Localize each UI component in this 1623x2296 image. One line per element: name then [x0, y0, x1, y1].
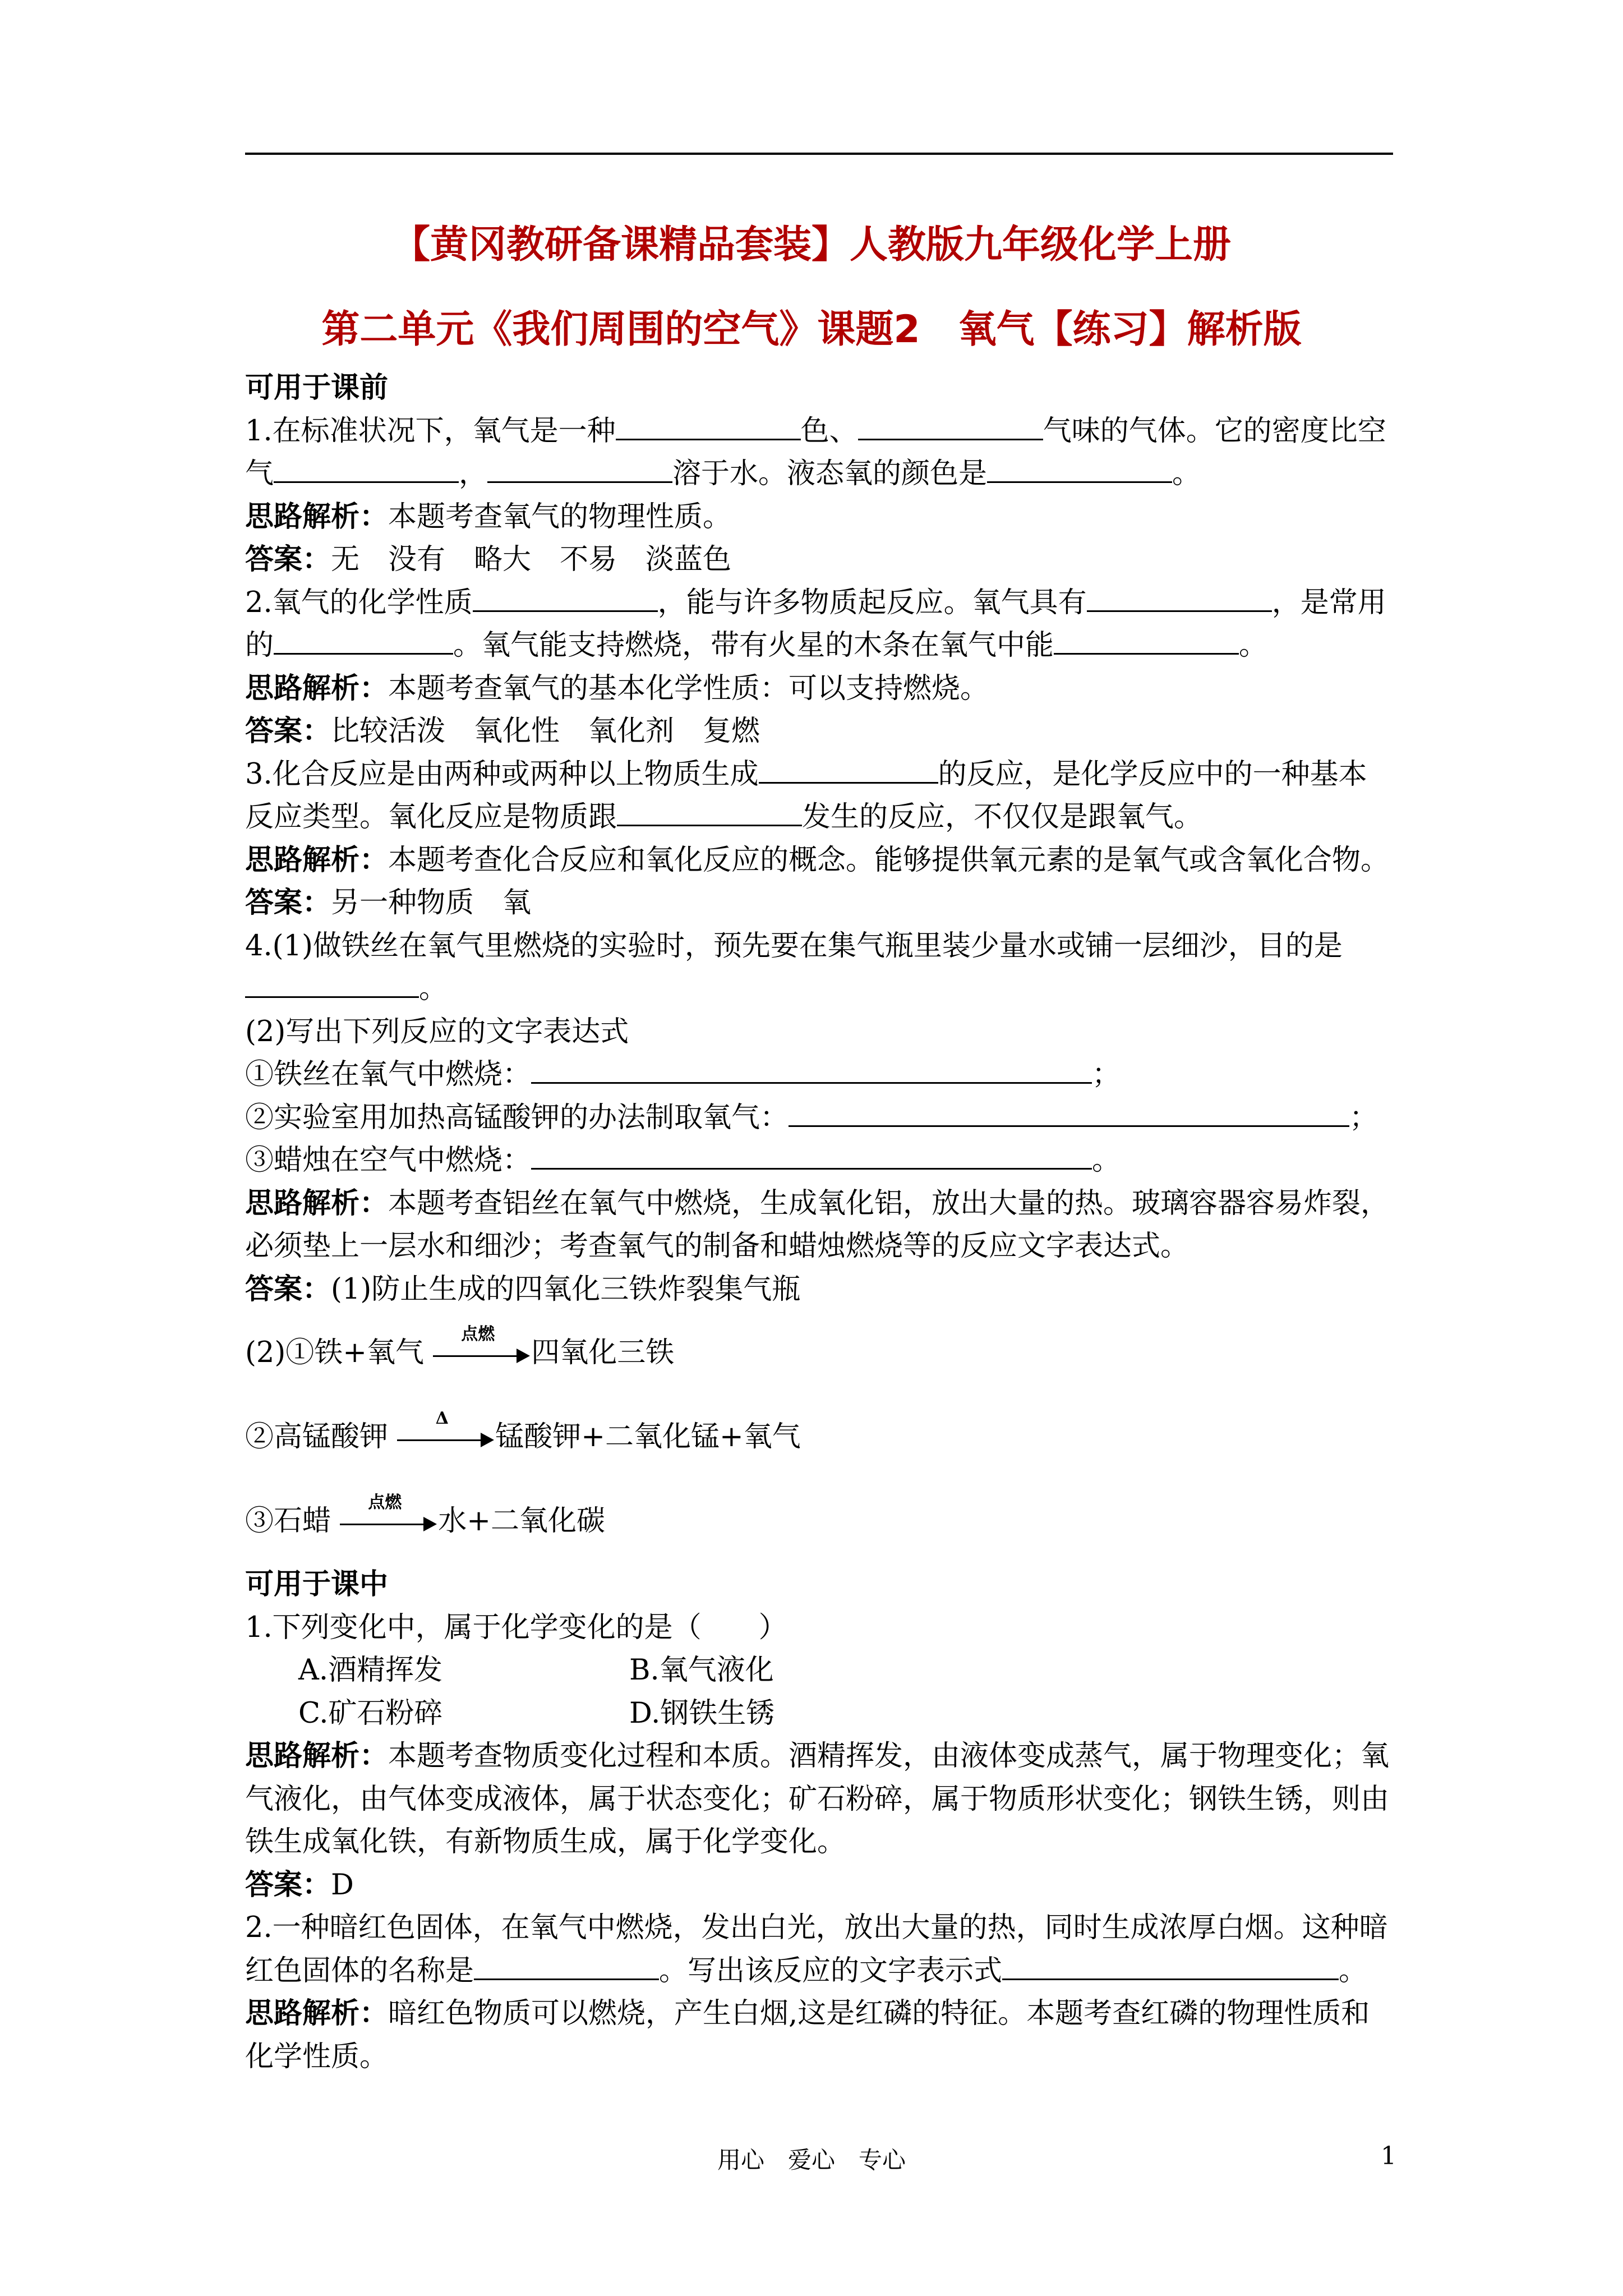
- answer-blank: [487, 455, 672, 483]
- question-2-analysis: 思路解析：本题考查氧气的基本化学性质：可以支持燃烧。: [245, 671, 989, 705]
- question-5-analysis-2: 气液化，由气体变成液体，属于状态变化；矿石粉碎，属于物质形状变化；钢铁生锈，则由: [245, 1782, 1390, 1816]
- answer-blank: [474, 1953, 659, 1980]
- question-5-stem: 1.下列变化中，属于化学变化的是（ ）: [245, 1611, 787, 1644]
- reaction-arrow: 点燃: [433, 1341, 531, 1369]
- answer-blank: [1054, 627, 1239, 655]
- question-6-line-1: 2.一种暗红色固体，在氧气中燃烧，发出白光，放出大量的热，同时生成浓厚白烟。这种暗: [245, 1911, 1388, 1944]
- answer-blank: [1002, 1953, 1339, 1980]
- document-subtitle: 第二单元《我们周围的空气》课题2 氧气【练习】解析版: [321, 307, 1302, 352]
- question-2-answer: 答案：比较活泼 氧化性 氧化剂 复燃: [245, 715, 760, 748]
- answer-blank: [531, 1056, 1092, 1084]
- question-5-options-row-1: [245, 1649, 1395, 1692]
- question-5-options-row-2: [245, 1692, 1395, 1736]
- answer-blank: [858, 413, 1043, 440]
- answer-blank: [1087, 585, 1272, 612]
- question-3-answer: 答案：另一种物质 氧: [245, 886, 532, 919]
- option-a: A.酒精挥发: [298, 1654, 443, 1687]
- question-1-line-1: 1.在标准状况下，氧气是一种 色、 气味的气体。它的密度比空: [245, 410, 1395, 453]
- question-6-line-2: 红色固体的名称是 。写出该反应的文字表示式 。: [245, 1950, 1395, 1993]
- question-1-line-2: 气 ， 溶于水。液态氧的颜色是 。: [245, 453, 1395, 496]
- equation-2: ②高锰酸钾 Δ 锰酸钾+二氧化锰+氧气: [245, 1409, 801, 1453]
- equation-1: (2)①铁+氧气 点燃 四氧化三铁: [245, 1324, 675, 1369]
- answer-blank: [759, 756, 938, 784]
- option-c: C.矿石粉碎: [298, 1696, 443, 1730]
- question-5-answer: 答案：D: [245, 1868, 354, 1902]
- question-1-answer: 答案：无 没有 略大 不易 淡蓝色: [245, 543, 732, 576]
- question-4-part-2: (2)写出下列反应的文字表达式: [245, 1015, 629, 1048]
- question-4-answer: 答案：(1)防止生成的四氧化三铁炸裂集气瓶: [245, 1272, 801, 1306]
- question-6-analysis-1: 思路解析：暗红色物质可以燃烧，产生白烟,这是红磷的特征。本题考查红磷的物理性质和: [245, 1997, 1370, 2030]
- question-6-analysis-2: 化学性质。: [245, 2040, 389, 2073]
- answer-blank: [987, 455, 1172, 483]
- section-heading-in-class: 可用于课中: [245, 1568, 389, 1601]
- answer-blank: [274, 627, 453, 655]
- answer-blank: [274, 455, 459, 483]
- question-4-analysis-1: 思路解析：本题考查铝丝在氧气中燃烧，生成氧化铝，放出大量的热。玻璃容器容易炸裂，: [245, 1186, 1390, 1220]
- question-4-line-2: 。: [245, 968, 1395, 1011]
- reaction-arrow: Δ: [397, 1425, 495, 1453]
- equation-3: ③石蜡 点燃 水+二氧化碳: [245, 1493, 605, 1538]
- section-heading-before-class: 可用于课前: [245, 371, 389, 404]
- answer-blank: [245, 970, 419, 998]
- document-title: 【黄冈教研备课精品套装】人教版九年级化学上册: [391, 223, 1231, 267]
- question-3-line-2: 反应类型。氧化反应是物质跟 发生的反应，不仅仅是跟氧气。: [245, 796, 1395, 839]
- option-b: B.氧气液化: [629, 1654, 774, 1687]
- question-5-analysis-3: 铁生成氧化铁，有新物质生成，属于化学变化。: [245, 1825, 846, 1858]
- header-rule: [245, 153, 1393, 155]
- question-5-analysis-1: 思路解析：本题考查物质变化过程和本质。酒精挥发，由液体变成蒸气，属于物理变化；氧: [245, 1740, 1390, 1773]
- question-2-line-2: 的 。氧气能支持燃烧，带有火星的木条在氧气中能 。: [245, 624, 1395, 668]
- option-d: D.钢铁生锈: [629, 1696, 775, 1730]
- document-body: [245, 367, 1395, 2078]
- page-footer: 用心 爱心 专心: [717, 2146, 906, 2174]
- question-4-item-3: ③蜡烛在空气中燃烧： 。: [245, 1139, 1395, 1182]
- question-4-analysis-2: 必须垫上一层水和细沙；考查氧气的制备和蜡烛燃烧等的反应文字表达式。: [245, 1230, 1189, 1263]
- question-3-analysis: 思路解析：本题考查化合反应和氧化反应的概念。能够提供氧元素的是氧气或含氧化合物。: [245, 843, 1390, 877]
- answer-blank: [617, 799, 802, 826]
- question-4-item-2: ②实验室用加热高锰酸钾的办法制取氧气： ；: [245, 1097, 1395, 1140]
- question-2-line-1: 2.氧气的化学性质 ，能与许多物质起反应。氧气具有 ，是常用: [245, 582, 1395, 625]
- question-3-line-1: 3.化合反应是由两种或两种以上物质生成 的反应，是化学反应中的一种基本: [245, 753, 1395, 797]
- answer-blank: [473, 585, 658, 612]
- question-1-analysis: 思路解析：本题考查氧气的物理性质。: [245, 500, 732, 533]
- page-number: 1: [1381, 2142, 1396, 2170]
- question-4-item-1: ①铁丝在氧气中燃烧： ；: [245, 1053, 1395, 1097]
- reaction-arrow: 点燃: [340, 1509, 438, 1537]
- question-4-line-1: 4.(1)做铁丝在氧气里燃烧的实验时，预先要在集气瓶里装少量水或铺一层细沙，目的是: [245, 929, 1343, 963]
- answer-blank: [616, 413, 801, 440]
- answer-blank: [531, 1142, 1092, 1170]
- answer-blank: [789, 1099, 1349, 1127]
